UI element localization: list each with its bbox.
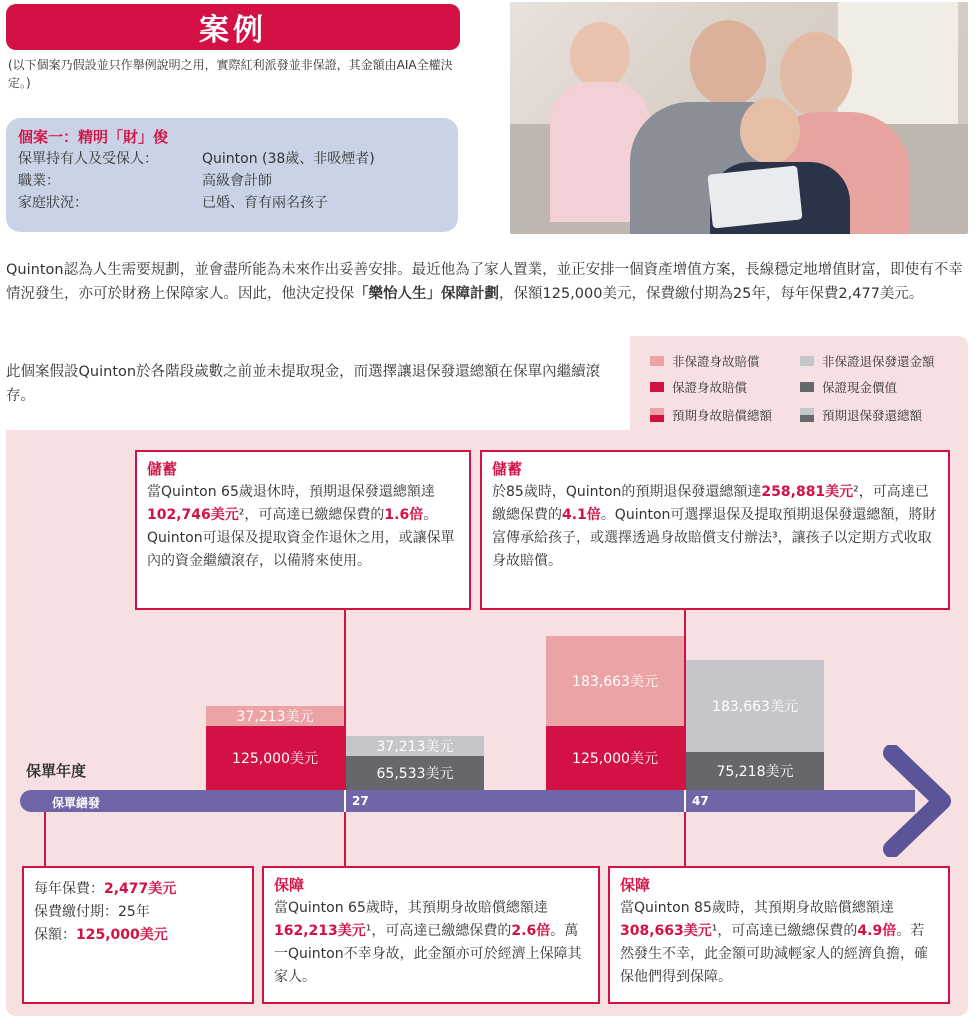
card-body [620, 897, 938, 989]
photo-father-head [690, 20, 766, 106]
policy-summary-card [22, 866, 254, 1004]
timeline-axis [20, 790, 915, 812]
card-heading: 儲蓄 [147, 460, 178, 478]
protection-card-85 [608, 866, 950, 1004]
case-title: 個案一：精明「財」俊 [18, 128, 169, 146]
card-amount: 162,213美元 [274, 923, 366, 939]
case-row [18, 192, 446, 214]
assumption-paragraph: 此個案假設Quinton於各階段歲數之前並未提取現金，而選擇讓退保發還總額在保單內繼續滾存。 [6, 364, 601, 404]
policy-year-label: 保單年度 [26, 762, 87, 780]
tablet-icon [707, 165, 802, 228]
card-text: 於85歲時，Quinton的預期退保發還總額達 [492, 484, 762, 500]
card-text: ²，可高達已繳總保費的 [492, 484, 929, 523]
savings-card-65 [135, 450, 471, 610]
plan-name: 「樂怡人生」保障計劃 [354, 286, 499, 302]
bar-surrender-nonguaranteed-47: 183,663美元 [686, 660, 824, 752]
connector-line [44, 812, 46, 866]
card-multiple: 4.9倍 [857, 923, 897, 939]
card-amount: 308,663美元 [620, 923, 712, 939]
protection-card-65 [262, 866, 600, 1004]
savings-card-85 [480, 450, 950, 610]
card-text: 當Quinton 65歲退休時，預期退保發還總額達 [147, 484, 435, 500]
legend-label: 保證身故賠償 [672, 380, 748, 395]
sum-value: 125,000美元 [76, 927, 168, 943]
intro-text: ，保額125,000美元，保費繳付期為25年，每年保費2,477美元。 [499, 286, 924, 302]
card-text: 當Quinton 85歲時，其預期身故賠償總額達 [620, 900, 894, 916]
card-text: 。萬一Quinton不幸身故，此金額亦可於經濟上保障其家人。 [274, 923, 582, 985]
disclaimer-text: (以下個案乃假設並只作舉例說明之用，實際紅利派發並非保證，其金額由AIA全權決定。) [8, 58, 453, 90]
card-text: ²，可高達已繳總保費的 [238, 507, 385, 523]
bar-death-nonguaranteed-27: 37,213美元 [206, 706, 344, 726]
photo-boy-head [740, 98, 800, 164]
card-amount: 258,881美元 [761, 484, 854, 500]
card-heading: 儲蓄 [492, 460, 523, 478]
card-multiple: 4.1倍 [562, 507, 601, 523]
axis-tick [344, 790, 346, 812]
legend-item [650, 406, 772, 424]
bar-death-guaranteed-47: 125,000美元 [546, 726, 684, 790]
case-row [18, 148, 446, 170]
bar-death-nonguaranteed-47: 183,663美元 [546, 636, 684, 726]
case-row-value: 已婚、育有兩名孩子 [202, 195, 328, 211]
case-row-key: 職業： [18, 173, 60, 189]
premium-row [34, 878, 242, 901]
card-text: 。Quinton可選擇退保及提取預期退保發還總額，將財富傳承給孩子，或選擇透過身故賠償支付辦法³，讓孩子以定期方式收取身故賠償。 [492, 507, 937, 569]
card-text: 。若然發生不幸，此金額可助減輕家人的經濟負擔，確保他們得到保障。 [620, 923, 928, 985]
legend-swatch [650, 382, 664, 392]
premium-value: 2,477美元 [104, 881, 177, 897]
legend-swatch [800, 382, 814, 392]
card-multiple: 1.6倍 [384, 507, 424, 523]
photo-girl-head [570, 22, 630, 88]
legend-swatch [800, 408, 814, 422]
case-profile-box [6, 118, 458, 232]
legend-item [650, 352, 760, 370]
case-row-key: 家庭狀況： [18, 195, 88, 211]
axis-tick [684, 790, 686, 812]
intro-text: Quinton認為人生需要規劃，並會盡所能為未來作出妥善安排。最近他為了家人置業，並正安排一個資產增值方案，長線穩定地增值財富，即使有不幸情況發生，亦可於財務上保障家人。因此，他決定投保 [6, 262, 963, 302]
axis-mark-47: 47 [692, 794, 709, 808]
legend-item [800, 378, 897, 396]
card-amount: 102,746美元 [147, 507, 239, 523]
legend-label: 保證現金價值 [822, 380, 898, 395]
card-heading: 保障 [620, 876, 651, 894]
sum-key: 保額： [34, 927, 76, 943]
card-heading: 保障 [274, 876, 305, 894]
card-multiple: 2.6倍 [511, 923, 551, 939]
timeline-arrow-icon [880, 745, 954, 857]
premium-key: 每年保費： [34, 881, 104, 897]
bar-surrender-guaranteed-47: 75,218美元 [686, 752, 824, 790]
card-body [492, 481, 938, 573]
intro-paragraph [6, 258, 970, 306]
case-row [18, 170, 446, 192]
legend-swatch [650, 408, 664, 422]
legend-label: 預期退保發還總額 [822, 408, 923, 423]
legend-item [800, 406, 922, 424]
sum-row [34, 924, 242, 947]
axis-start-label: 保單繕發 [52, 796, 101, 810]
family-photo [510, 2, 968, 234]
term-row: 保費繳付期：25年 [34, 904, 150, 920]
legend-swatch [800, 356, 814, 366]
card-body [274, 897, 588, 989]
card-text: 。Quinton可退保及提取資金作退休之用，或讓保單內的資金繼續滾存，以備將來使用。 [147, 507, 455, 569]
legend-item [650, 378, 747, 396]
legend-swatch [650, 356, 664, 366]
card-body [147, 481, 459, 573]
legend-label: 預期身故賠償總額 [672, 408, 773, 423]
legend-label: 非保證身故賠償 [672, 354, 760, 369]
card-text: 當Quinton 65歲時，其預期身故賠償總額達 [274, 900, 548, 916]
case-row-key: 保單持有人及受保人： [18, 151, 158, 167]
bar-surrender-nonguaranteed-27: 37,213美元 [346, 736, 484, 756]
legend-label: 非保證退保發還金額 [822, 354, 935, 369]
photo-mother-head [780, 32, 852, 116]
bar-surrender-guaranteed-27: 65,533美元 [346, 756, 484, 790]
card-text: ¹，可高達已繳總保費的 [711, 923, 858, 939]
page-title: 案例 [6, 4, 460, 50]
bar-death-guaranteed-27: 125,000美元 [206, 726, 344, 790]
card-text: ¹，可高達已繳總保費的 [365, 923, 512, 939]
case-row-value: Quinton (38歲、非吸煙者) [202, 151, 375, 167]
axis-mark-27: 27 [352, 794, 369, 808]
case-row-value: 高級會計師 [202, 173, 272, 189]
legend-item [800, 352, 935, 370]
